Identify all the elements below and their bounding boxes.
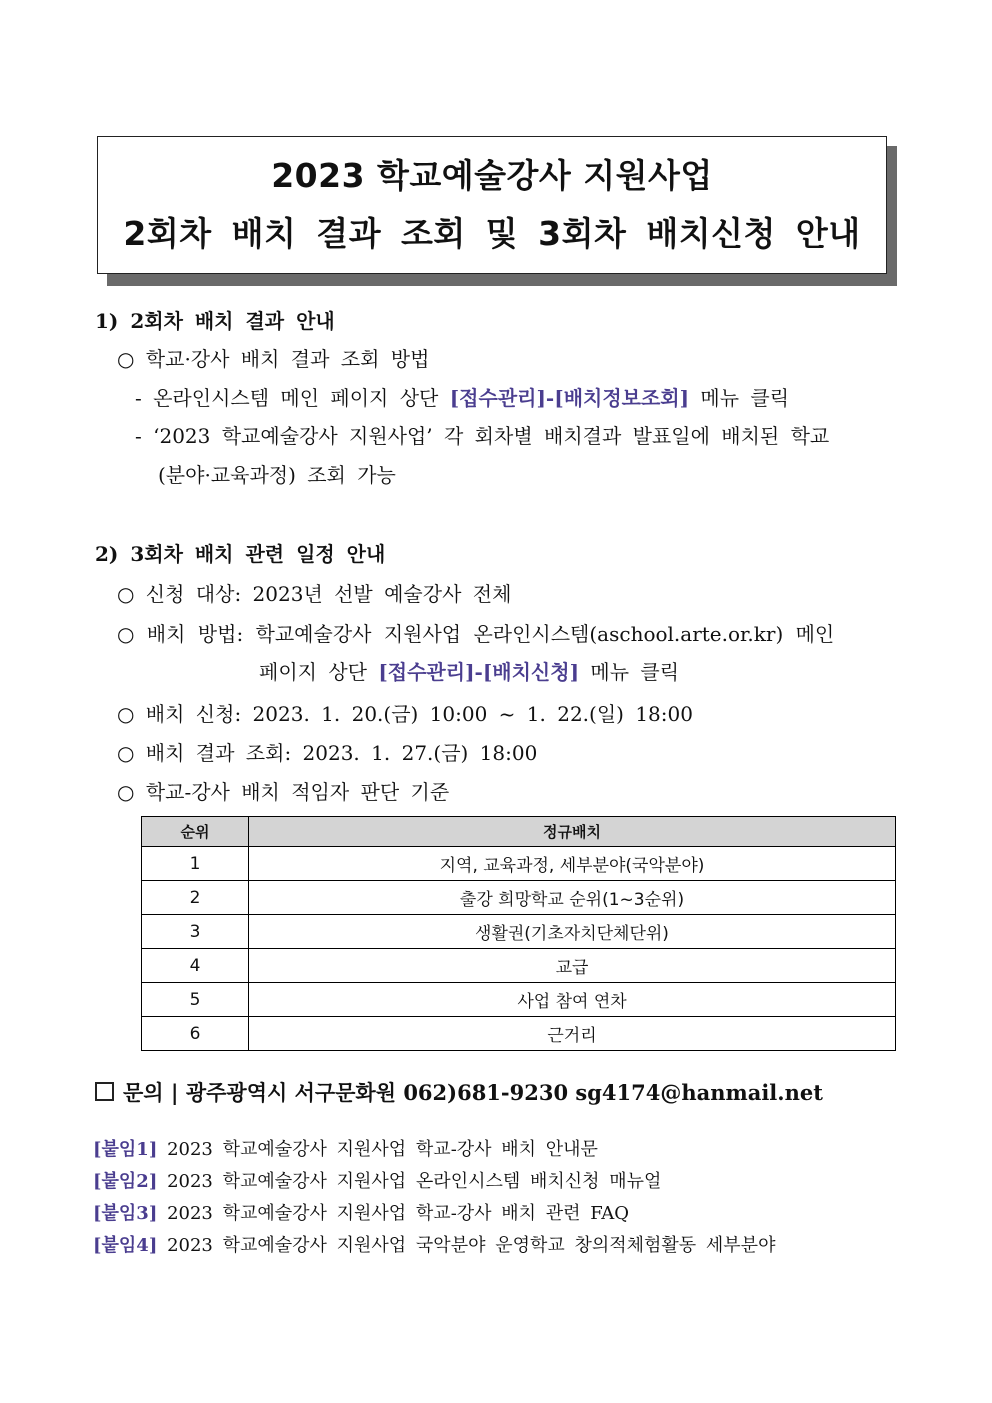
attachment-item [93, 1199, 629, 1225]
table-row [142, 847, 896, 881]
criteria-cell: 출강 희망학교 순위(1~3순위) [249, 881, 896, 915]
table-header-row [142, 817, 896, 847]
criteria-cell: 근거리 [249, 1017, 896, 1051]
section2-heading: 2) 3회차 배치 관련 일정 안내 [95, 542, 386, 566]
section2-method-line1: ○ 배치 방법: 학교예술강사 지원사업 온라인시스템(aschool.arte.or.kr) 메인 [117, 622, 835, 646]
attachment-item [93, 1231, 775, 1257]
rank-cell: 6 [142, 1017, 249, 1051]
checkbox-square-icon [95, 1082, 114, 1101]
section1-item1-suffix: 메뉴 클릭 [689, 386, 790, 410]
criteria-cell: 생활권(기초자치단체단위) [249, 915, 896, 949]
rank-cell: 1 [142, 847, 249, 881]
section1-item2-line1: - ‘2023 학교예술강사 지원사업’ 각 회차별 배치결과 발표일에 배치된 학교 [135, 424, 830, 448]
section2-apply: ○ 배치 신청: 2023. 1. 20.(금) 10:00 ~ 1. 22.(일) 18:00 [117, 702, 693, 726]
rank-cell: 2 [142, 881, 249, 915]
attachment-tag: [붙임1] [93, 1139, 158, 1160]
criteria-cell: 교급 [249, 949, 896, 983]
rank-cell: 5 [142, 983, 249, 1017]
table-row [142, 949, 896, 983]
section2-criteria: ○ 학교-강사 배치 적임자 판단 기준 [117, 780, 450, 804]
title-line-2: 2회차 배치 결과 조회 및 3회차 배치신청 안내 [123, 214, 861, 253]
attachment-tag: [붙임4] [93, 1235, 158, 1256]
header-rank: 순위 [142, 817, 249, 847]
attachment-item [93, 1167, 661, 1193]
title-line-1: 2023 학교예술강사 지원사업 [271, 156, 713, 195]
section2-target: ○ 신청 대상: 2023년 선발 예술강사 전체 [117, 582, 512, 606]
section1-item1-prefix: - 온라인시스템 메인 페이지 상단 [135, 386, 450, 410]
attachment-tag: [붙임2] [93, 1171, 158, 1192]
table-row [142, 915, 896, 949]
rank-cell: 4 [142, 949, 249, 983]
section2-method-suffix: 메뉴 클릭 [579, 660, 680, 684]
table-row [142, 881, 896, 915]
table-row [142, 1017, 896, 1051]
contact-text: 문의 | 광주광역시 서구문화원 062)681-9230 sg4174@hanmail.net [123, 1080, 823, 1105]
attachment-item [93, 1135, 598, 1161]
contact-line [95, 1077, 823, 1107]
attachment-tag: [붙임3] [93, 1203, 158, 1224]
table-row [142, 983, 896, 1017]
criteria-cell: 지역, 교육과정, 세부분야(국악분야) [249, 847, 896, 881]
rank-cell: 3 [142, 915, 249, 949]
attachment-title: 2023 학교예술강사 지원사업 학교-강사 배치 안내문 [157, 1139, 598, 1160]
section2-method-prefix: 페이지 상단 [259, 660, 379, 684]
section1-item1 [135, 386, 789, 410]
menu-path-placement-apply: [접수관리]-[배치신청] [378, 660, 580, 684]
criteria-cell: 사업 참여 연차 [249, 983, 896, 1017]
attachment-title: 2023 학교예술강사 지원사업 온라인시스템 배치신청 매뉴얼 [157, 1171, 662, 1192]
criteria-table [141, 816, 896, 1051]
menu-path-placement-info: [접수관리]-[배치정보조회] [449, 386, 690, 410]
header-regular-placement: 정규배치 [249, 817, 896, 847]
section1-heading: 1) 2회차 배치 결과 안내 [95, 309, 335, 333]
section2-result: ○ 배치 결과 조회: 2023. 1. 27.(금) 18:00 [117, 741, 538, 765]
section1-item2-line2: (분야·교육과정) 조회 가능 [158, 463, 396, 487]
section2-method-line2 [259, 660, 679, 684]
attachment-title: 2023 학교예술강사 지원사업 학교-강사 배치 관련 FAQ [157, 1203, 629, 1224]
section1-bullet: ○ 학교·강사 배치 결과 조회 방법 [117, 347, 430, 371]
title-box [97, 136, 887, 274]
attachment-title: 2023 학교예술강사 지원사업 국악분야 운영학교 창의적체험활동 세부분야 [157, 1235, 776, 1256]
